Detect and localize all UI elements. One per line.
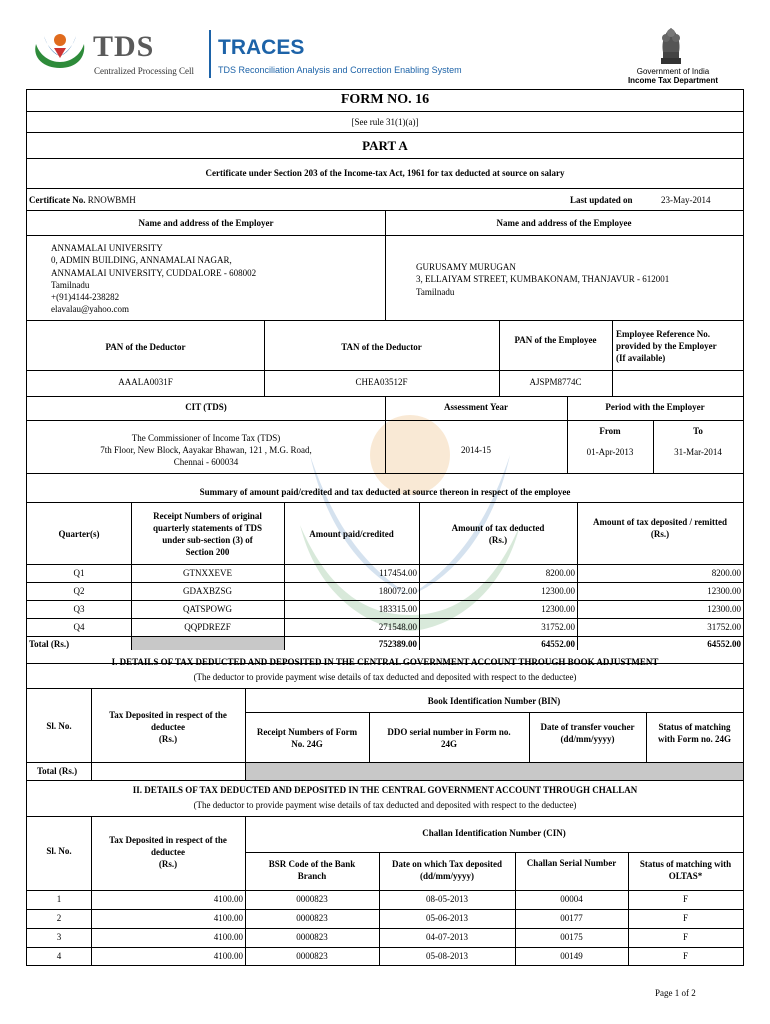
s1-total-blank [246, 763, 743, 780]
status-cell: F [682, 894, 688, 904]
emp-ref-label [616, 328, 717, 364]
emp-ref-line: provided by the Employer [616, 341, 717, 351]
date-cell: 05-08-2013 [426, 951, 468, 961]
receipt-cell: QQPDREZF [184, 622, 231, 632]
col-receipt-line: Receipt Numbers of original [153, 511, 262, 521]
deducted-cell: 8200.00 [545, 568, 575, 578]
sl-cell: 2 [56, 913, 62, 923]
s1-col-date-line: (dd/mm/yyyy) [560, 734, 615, 744]
employee-line: GURUSAMY MURUGAN [416, 262, 516, 272]
certificate-text: Certificate under Section 203 of the Income-tax Act, 1961 for tax deducted at source on salary [205, 168, 565, 178]
national-emblem-icon [653, 24, 689, 68]
date-cell: 08-05-2013 [426, 894, 468, 904]
emp-ref-line: (If available) [616, 353, 666, 363]
from-value: 01-Apr-2013 [586, 447, 634, 457]
s2-col-status-line: Status of matching with [639, 859, 732, 869]
receipt-cell: GTNXXEVE [183, 568, 232, 578]
serial-cell: 00177 [560, 913, 583, 923]
s2-col-date-line: Date on which Tax deposited [391, 859, 503, 869]
s2-col-bsr-line: BSR Code of the Bank [268, 859, 356, 869]
form16-part-a [26, 89, 744, 664]
header-divider [209, 30, 211, 78]
table-row [27, 564, 743, 582]
s2-col-tax-line: deductee [151, 847, 185, 857]
employer-line: elavalau@yahoo.com [51, 304, 130, 315]
paid-cell: 180072.00 [378, 586, 417, 596]
cert-no-value: RNOWBMH [87, 195, 136, 205]
pan-deductor-value: AAALA0031F [118, 377, 173, 387]
sl-cell: 3 [56, 932, 62, 942]
employer-line: ANNAMALAI UNIVERSITY [51, 243, 163, 253]
sl-cell: 1 [56, 894, 62, 904]
s1-col-date-line: Date of transfer voucher [540, 722, 635, 732]
quarter-cell: Q1 [73, 568, 85, 578]
summary-title: Summary of amount paid/credited and tax deducted at source thereon in respect of the employee [199, 487, 571, 497]
table-row [27, 890, 743, 909]
col-receipt-line: Section 200 [185, 547, 230, 557]
paid-cell: 117454.00 [379, 568, 417, 578]
s2-col-status-line: OLTAS* [668, 871, 703, 881]
employer-line: Tamilnadu [51, 279, 90, 290]
status-cell: F [682, 951, 688, 961]
tax-cell: 4100.00 [213, 951, 243, 961]
total-receipt-blank [132, 637, 284, 650]
deposited-cell: 31752.00 [707, 622, 741, 632]
goi-line-1: Government of India [636, 67, 710, 76]
s2-col-bsr [245, 858, 379, 882]
s2-col-tax-line: Tax Deposited in respect of the [109, 835, 227, 845]
serial-cell: 00175 [560, 932, 583, 942]
table-row [27, 928, 743, 947]
table-row [27, 600, 743, 618]
bsr-cell: 0000823 [296, 932, 328, 942]
sections-container [26, 652, 744, 966]
s1-col-tax-line: Tax Deposited in respect of the [109, 710, 227, 720]
col-tax-deposited-line: (Rs.) [650, 529, 670, 539]
last-updated-value: 23-May-2014 [661, 195, 711, 205]
pan-deductor-label: PAN of the Deductor [105, 342, 186, 352]
tds-logo-icon [30, 28, 90, 70]
to-value: 31-Mar-2014 [674, 447, 722, 457]
employer-line: +(91)4144-238282 [51, 292, 120, 303]
tds-title: TDS [93, 30, 155, 63]
table-row [27, 618, 743, 636]
sl-cell: 4 [56, 951, 62, 961]
employee-address [416, 261, 669, 298]
form-rule: [See rule 31(1)(a)] [351, 117, 419, 127]
s2-col-sl: Sl. No. [46, 846, 72, 856]
employer-line: ANNAMALAI UNIVERSITY, CUDDALORE - 608002 [51, 267, 257, 278]
s2-col-serial: Challan Serial Number [526, 858, 617, 868]
cert-no-label: Certificate No. [29, 195, 86, 205]
receipt-cell: QATSPOWG [182, 604, 232, 614]
bsr-cell: 0000823 [296, 894, 328, 904]
s2-col-date-line: (dd/mm/yyyy) [420, 871, 474, 881]
total-deposited: 64552.00 [707, 639, 741, 649]
goi-line-2: Income Tax Department [627, 76, 719, 85]
col-quarter: Quarter(s) [58, 529, 100, 539]
col-receipt [131, 510, 284, 558]
col-paid: Amount paid/credited [309, 529, 394, 539]
goi-label [613, 67, 733, 85]
col-tax-deposited-line: Amount of tax deposited / remitted [592, 517, 728, 527]
s1-col-receipt [245, 726, 369, 750]
deducted-cell: 12300.00 [541, 604, 575, 614]
form-title: FORM NO. 16 [340, 92, 430, 107]
table-row [27, 582, 743, 600]
deducted-cell: 12300.00 [541, 586, 575, 596]
s1-col-ddo-line: DDO serial number in Form no. [387, 727, 511, 737]
cit-address [27, 432, 385, 468]
status-cell: F [682, 932, 688, 942]
cit-line: Chennai - 600034 [173, 457, 239, 467]
deposited-cell: 12300.00 [707, 604, 741, 614]
employer-address [51, 242, 256, 316]
deducted-cell: 31752.00 [541, 622, 575, 632]
s1-col-status [646, 721, 743, 745]
col-receipt-line: under sub-section (3) of [162, 535, 253, 545]
cit-label: CIT (TDS) [185, 402, 227, 412]
s2-col-tax-line: (Rs.) [158, 859, 178, 869]
tax-cell: 4100.00 [213, 932, 243, 942]
bsr-cell: 0000823 [296, 951, 328, 961]
tan-deductor-label: TAN of the Deductor [341, 342, 422, 352]
deposited-cell: 8200.00 [711, 568, 741, 578]
pan-employee-label: PAN of the Employee [514, 335, 597, 345]
s1-total-label: Total (Rs.) [37, 766, 78, 776]
cin-header: Challan Identification Number (CIN) [422, 828, 566, 838]
part-title: PART A [362, 138, 408, 153]
emp-ref-line: Employee Reference No. [616, 329, 711, 339]
table-row [27, 909, 743, 928]
s1-col-tax-line: deductee [151, 722, 185, 732]
receipt-cell: GDAXBZSG [182, 586, 232, 596]
s1-col-receipt-line: No. 24G [291, 739, 323, 749]
cit-line: 7th Floor, New Block, Aayakar Bhawan, 121 , M.G. Road, [100, 445, 312, 455]
s1-col-date [529, 721, 646, 745]
cert-no [29, 195, 136, 205]
section1-subtitle: (The deductor to provide payment wise details of tax deducted and deposited with respect to the deductee) [193, 672, 577, 682]
status-cell: F [682, 913, 688, 923]
employee-line: 3, ELLAIYAM STREET, KUMBAKONAM, THANJAVUR - 612001 [416, 274, 670, 285]
s2-col-status [628, 858, 743, 882]
serial-cell: 00004 [560, 894, 583, 904]
traces-title: TRACES [218, 36, 305, 59]
page-number: Page 1 of 2 [655, 988, 696, 998]
employee-line: Tamilnadu [416, 286, 455, 297]
bin-header: Book Identification Number (BIN) [427, 696, 561, 706]
date-cell: 04-07-2013 [426, 932, 468, 942]
section2-title: II. DETAILS OF TAX DEDUCTED AND DEPOSITED IN THE CENTRAL GOVERNMENT ACCOUNT THROUGH CHALLAN [132, 785, 638, 795]
tax-cell: 4100.00 [213, 894, 243, 904]
col-tax-deposited [577, 516, 743, 540]
s1-col-receipt-line: Receipt Numbers of Form [256, 727, 358, 737]
period-label: Period with the Employer [605, 402, 705, 412]
s1-col-ddo [369, 726, 529, 750]
quarter-cell: Q3 [73, 604, 85, 614]
table-row [27, 947, 743, 966]
section2-subtitle: (The deductor to provide payment wise details of tax deducted and deposited with respect to the deductee) [193, 800, 577, 810]
col-tax-deducted-line: Amount of tax deducted [451, 523, 545, 533]
traces-subtitle: TDS Reconciliation Analysis and Correction Enabling System [218, 65, 462, 75]
s1-col-status-line: Status of matching [658, 722, 731, 732]
paid-cell: 271548.00 [378, 622, 417, 632]
last-updated-label: Last updated on [570, 195, 633, 205]
s1-col-sl: Sl. No. [46, 721, 72, 731]
employer-line: 0, ADMIN BUILDING, ANNAMALAI NAGAR, [51, 255, 232, 266]
serial-cell: 00149 [560, 951, 583, 961]
total-deducted: 64552.00 [541, 639, 575, 649]
tds-subtitle: Centralized Processing Cell [94, 66, 194, 76]
page-header [0, 0, 770, 88]
to-label: To [693, 426, 703, 436]
col-receipt-line: quarterly statements of TDS [152, 523, 263, 533]
assessment-year-label: Assessment Year [444, 402, 508, 412]
assessment-year-value: 2014-15 [461, 445, 491, 455]
section1-title: I. DETAILS OF TAX DEDUCTED AND DEPOSITED IN THE CENTRAL GOVERNMENT ACCOUNT THROUGH BOOK ADJUSTMENT [111, 657, 659, 667]
tan-deductor-value: CHEA03512F [355, 377, 408, 387]
from-label: From [599, 426, 621, 436]
bsr-cell: 0000823 [296, 913, 328, 923]
employee-header: Name and address of the Employee [496, 218, 632, 228]
paid-cell: 183315.00 [378, 604, 417, 614]
date-cell: 05-06-2013 [426, 913, 468, 923]
tax-cell: 4100.00 [213, 913, 243, 923]
pan-employee-value: AJSPM8774C [529, 377, 582, 387]
quarter-cell: Q4 [73, 622, 85, 632]
s1-col-status-line: with Form no. 24G [658, 734, 731, 744]
s1-col-ddo-line: 24G [440, 739, 457, 749]
s2-col-bsr-line: Branch [297, 871, 327, 881]
quarter-cell: Q2 [73, 586, 85, 596]
s1-col-tax [91, 709, 245, 745]
cit-line: The Commissioner of Income Tax (TDS) [131, 433, 281, 443]
s2-col-tax [91, 834, 245, 870]
col-tax-deducted-line: (Rs.) [488, 535, 508, 545]
total-paid: 752389.00 [378, 639, 417, 649]
deposited-cell: 12300.00 [707, 586, 741, 596]
col-tax-deducted [419, 522, 577, 546]
total-label: Total (Rs.) [29, 639, 70, 649]
s1-col-tax-line: (Rs.) [158, 734, 178, 744]
employer-header: Name and address of the Employer [138, 218, 274, 228]
s2-col-date [379, 858, 515, 882]
